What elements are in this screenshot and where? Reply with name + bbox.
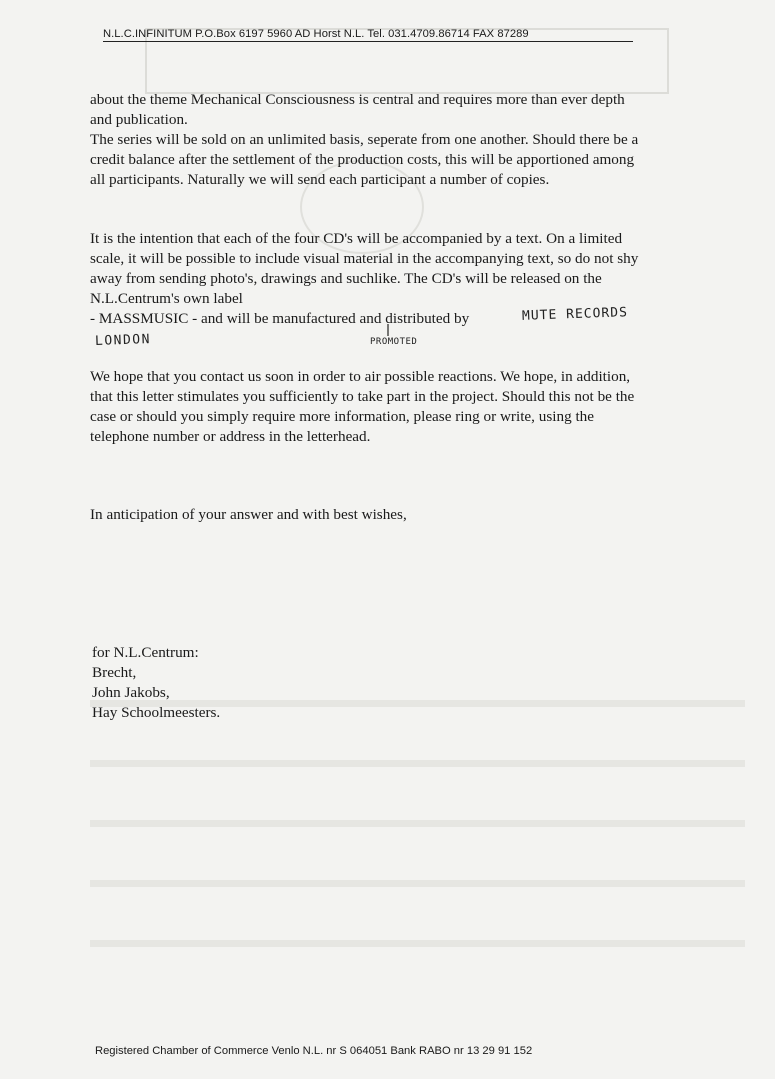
- signature-line: for N.L.Centrum:: [92, 644, 199, 661]
- paragraph-3: It is the intention that each of the four CD's will be accompanied by a text. On a limited scale, it will be possible to include visual material in the accompanying text, so do not shy away from sending photo's, drawings and suchlike. The CD's will be released on the N.L.Centrum's own label: [90, 230, 639, 307]
- bleed-through-line: [90, 880, 745, 887]
- letterhead: N.L.C.INFINITUM P.O.Box 6197 5960 AD Horst N.L. Tel. 031.4709.86714 FAX 87289: [103, 28, 633, 42]
- signature-block: [92, 643, 220, 723]
- bleed-through-line: [90, 820, 745, 827]
- handwritten-city: LONDON: [94, 332, 152, 349]
- paragraph-theme: [90, 90, 650, 190]
- bleed-through-line: [90, 940, 745, 947]
- signature-line: Hay Schoolmeesters.: [92, 704, 221, 721]
- paragraph-2: The series will be sold on an unlimited basis, seperate from one another. Should there be a credit balance after the settlement of the production costs, this will be apportioned among all participants. Naturally we will send each participant a number of copies.: [90, 131, 639, 188]
- paragraph-1: about the theme Mechanical Consciousness is central and requires more than ever depth and publication.: [90, 91, 625, 128]
- bleed-through-line: [90, 760, 745, 767]
- closing-line: [90, 505, 650, 525]
- signature-line: Brecht,: [92, 664, 137, 681]
- paragraph-3-label-line: - MASSMUSIC - and will be manufactured and distributed by: [90, 310, 470, 327]
- paragraph-4: We hope that you contact us soon in order to air possible reactions. We hope, in addition, that this letter stimulates you sufficiently to take part in the project. Should this not be the case or should you simply require more information, please ring or write, using the telephone number or address in the letterhead.: [90, 368, 635, 445]
- handwritten-arrow-icon: [382, 322, 394, 338]
- footer-registration: Registered Chamber of Commerce Venlo N.L. nr S 064051 Bank RABO nr 13 29 91 152: [95, 1045, 533, 1057]
- handwritten-label-name: MUTE RECORDS: [521, 305, 629, 324]
- paragraph-hope: [90, 367, 650, 447]
- handwritten-note: PROMOTED: [370, 337, 418, 347]
- closing-text: In anticipation of your answer and with best wishes,: [90, 506, 407, 523]
- signature-line: John Jakobs,: [92, 684, 170, 701]
